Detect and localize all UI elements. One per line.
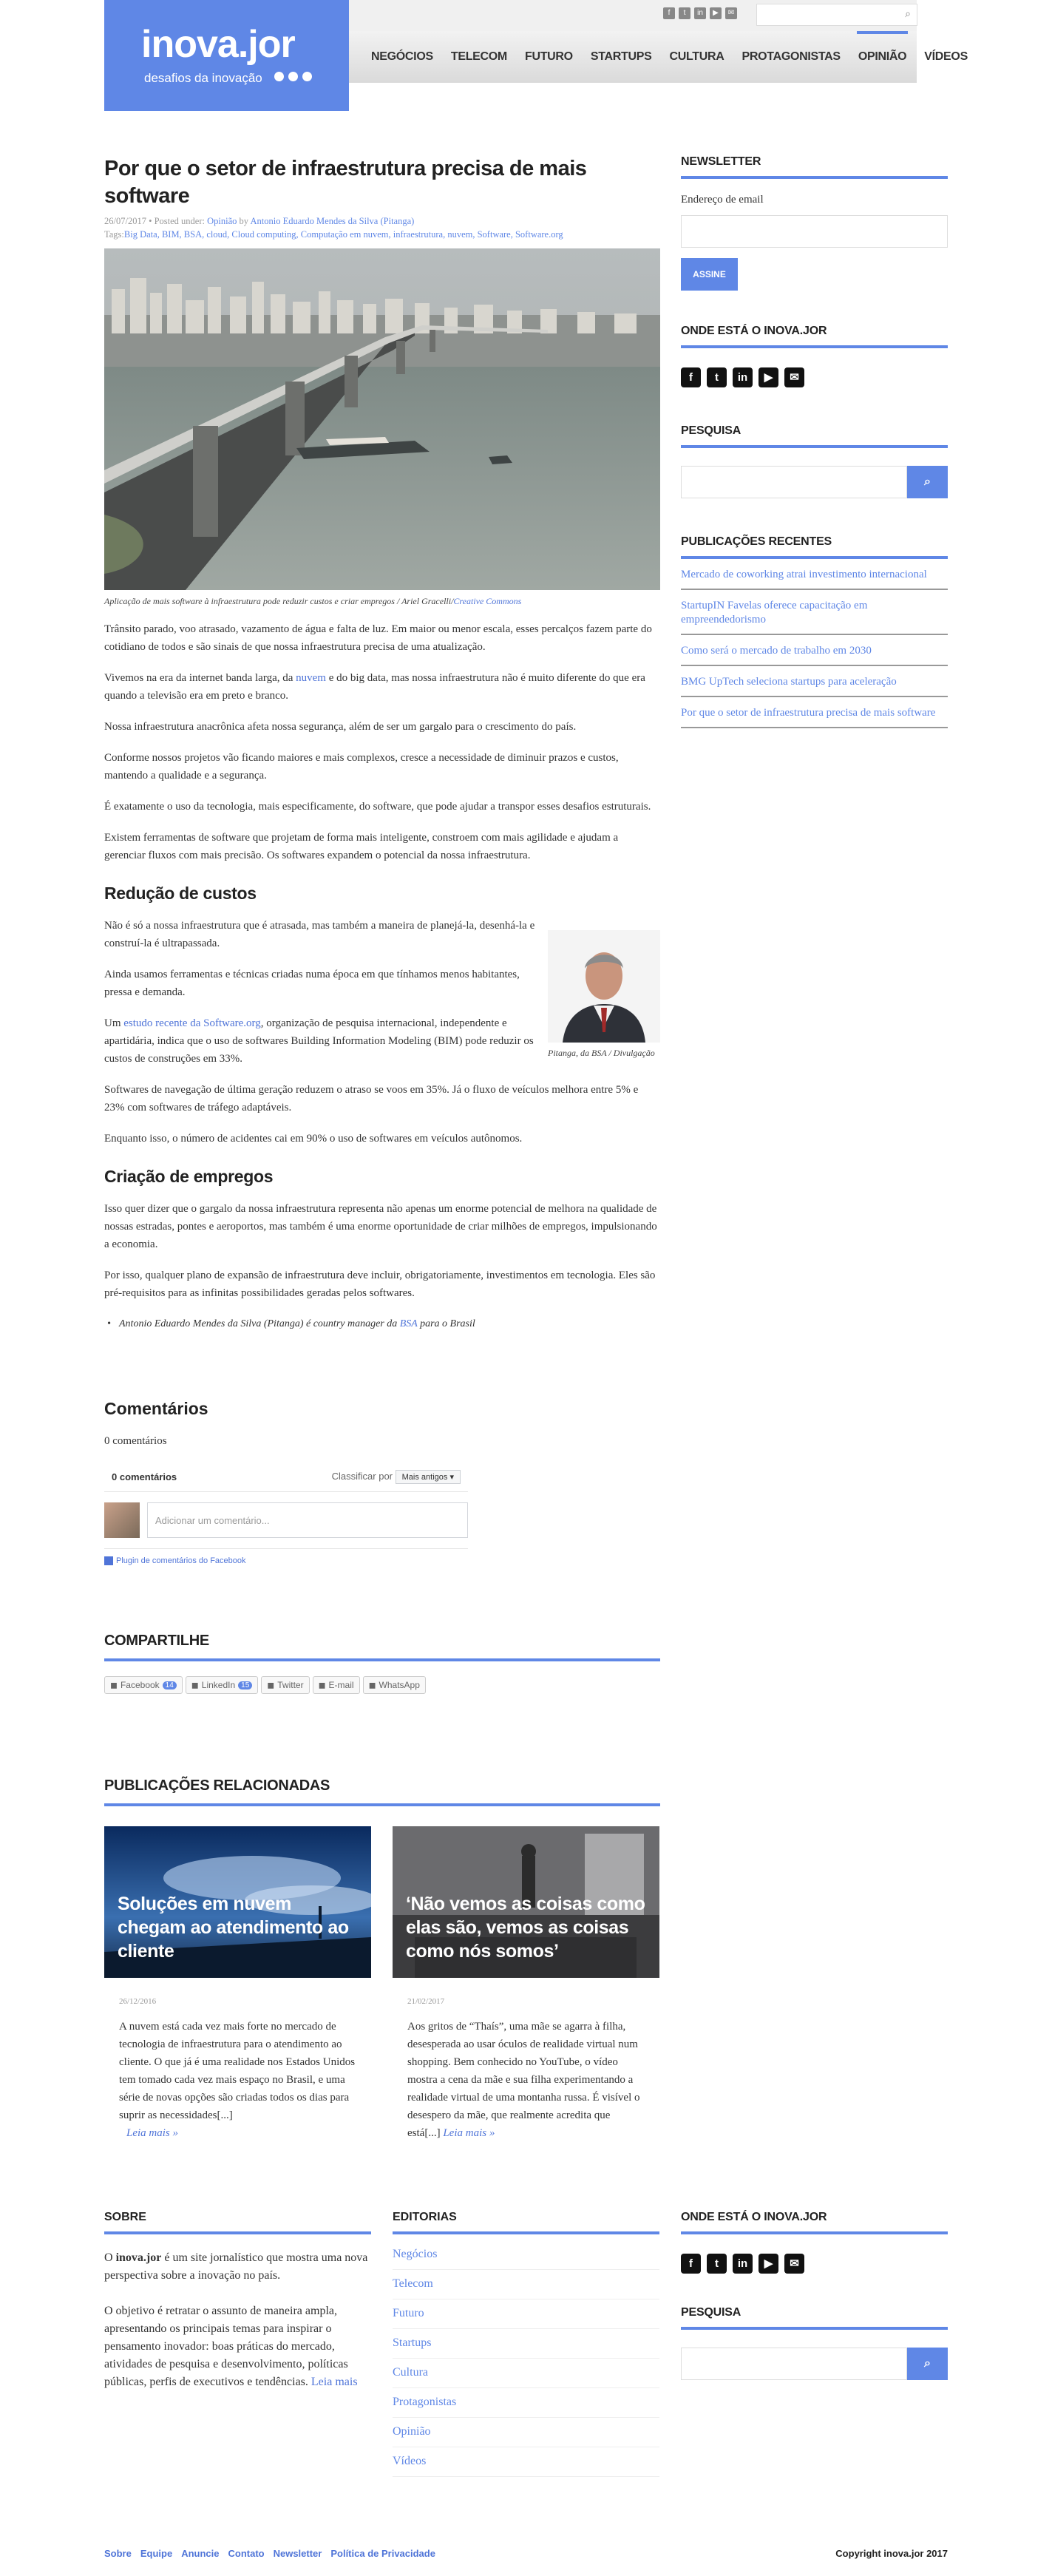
recent-post-link[interactable]: StartupIN Favelas oferece capacitação em empreendedorismo — [681, 590, 948, 635]
portrait-image — [548, 930, 660, 1043]
email-icon[interactable]: ✉ — [784, 367, 804, 387]
menu-item[interactable]: NEGÓCIOS — [371, 50, 433, 63]
sort-dropdown[interactable] — [396, 1470, 461, 1484]
logo-brand: inova.jor — [141, 23, 295, 66]
menu-item[interactable]: STARTUPS — [590, 50, 652, 63]
header-social-icons — [663, 7, 737, 19]
logo-tagline: desafios da inovação — [144, 71, 262, 85]
share-label: LinkedIn — [201, 1680, 236, 1690]
twitter-icon[interactable]: t — [679, 7, 690, 19]
about-heading: SOBRE — [104, 2211, 371, 2234]
posted-under-label: Posted under: — [154, 216, 205, 226]
share-icon: ◼ — [267, 1680, 275, 1690]
footer-search-heading: PESQUISA — [681, 2306, 948, 2330]
share-count: 15 — [238, 1681, 252, 1689]
footer-link[interactable]: Política de Privacidade — [330, 2548, 435, 2559]
about-paragraph — [104, 2249, 371, 2285]
text: Vivemos na era da internet banda larga, da — [104, 672, 296, 684]
comments-heading: Comentários — [104, 1399, 208, 1418]
footer-link[interactable]: Newsletter — [273, 2548, 322, 2559]
by-label: by — [239, 216, 249, 226]
caption-text: Aplicação de mais software à infraestrutura pode reduzir custos e criar empregos / Ariel Gracelli/ — [104, 596, 454, 606]
editoria-link[interactable]: Opinião — [393, 2418, 659, 2447]
bsa-link[interactable]: BSA — [399, 1318, 418, 1329]
paragraph: Ainda usamos ferramentas e técnicas criadas numa época em que tínhamos menos habitantes, pressa e demanda. — [104, 969, 520, 998]
footer-social-icons — [681, 2254, 948, 2274]
share-label: E-mail — [328, 1680, 354, 1690]
footer-bottom-bar — [104, 2548, 948, 2559]
recent-post-link[interactable]: BMG UpTech seleciona startups para aceleração — [681, 666, 948, 697]
hero-image-bridge — [104, 248, 660, 590]
about-brand: inova.jor — [115, 2251, 162, 2264]
sidebar-search — [681, 466, 948, 498]
paragraph — [104, 1014, 540, 1068]
facebook-comments-widget — [104, 1470, 468, 1565]
editoria-link[interactable]: Telecom — [393, 2270, 659, 2299]
facebook-icon[interactable]: f — [663, 7, 675, 19]
facebook-icon[interactable]: f — [681, 2254, 701, 2274]
related-image-sky[interactable] — [104, 1826, 371, 1978]
section-heading: Criação de empregos — [104, 1167, 274, 1186]
where-heading: ONDE ESTÁ O INOVA.JOR — [681, 325, 948, 348]
share-button[interactable] — [363, 1676, 426, 1694]
header-search-input[interactable] — [756, 4, 917, 26]
share-button[interactable] — [313, 1676, 360, 1694]
youtube-icon[interactable]: ▶ — [759, 2254, 778, 2274]
excerpt-text: Aos gritos de “Thaís”, uma mãe se agarra à filha, desesperada ao usar óculos de realidade virtual num shopping. Bem conhecido no YouTube, o vídeo mostra a cena da mãe e sua filha experimentando a realidade virtual de uma montanha russa. É visível o desespero da mãe, que realmente acredita que está[...] — [407, 2021, 640, 2139]
section-text — [104, 917, 540, 1068]
recent-posts — [681, 559, 948, 728]
article-title: Por que o setor de infraestrutura precisa de mais software — [104, 157, 587, 208]
sidebar-search-input[interactable] — [681, 466, 907, 498]
comments-count: 0 comentários — [104, 1435, 167, 1447]
search-icon[interactable]: ⌕ — [905, 9, 911, 20]
share-buttons — [104, 1676, 660, 1694]
footer-link[interactable]: Equipe — [140, 2548, 173, 2559]
avatar — [104, 1502, 140, 1538]
related-title[interactable]: Soluções em nuvem chegam ao atendimento ao cliente — [118, 1894, 349, 1962]
related-image-vr[interactable] — [393, 1826, 659, 1978]
editoria-link[interactable]: Cultura — [393, 2359, 659, 2388]
main-menu — [362, 31, 977, 83]
category-link[interactable]: Opinião — [207, 216, 237, 226]
share-count: 14 — [163, 1681, 177, 1689]
portrait-caption: Pitanga, da BSA / Divulgação — [548, 1048, 655, 1058]
email-icon[interactable]: ✉ — [725, 7, 737, 19]
fb-comment-count: 0 comentários — [112, 1471, 177, 1482]
share-heading: COMPARTILHE — [104, 1633, 660, 1661]
editoria-link[interactable]: Vídeos — [393, 2447, 659, 2477]
paragraph: Por isso, qualquer plano de expansão de infraestrutura deve incluir, obrigatoriamente, investimentos em tecnologia. Eles são pré-requisitos para as infinitas possibilidades geradas pelos softwares. — [104, 1270, 656, 1299]
section-with-portrait — [104, 917, 660, 1068]
read-more-link[interactable]: Leia mais » — [443, 2127, 495, 2139]
comment-input[interactable]: Adicionar um comentário... — [147, 1502, 468, 1538]
author-link[interactable]: Antonio Eduardo Mendes da Silva (Pitanga) — [250, 216, 415, 226]
subscribe-button[interactable]: ASSINE — [681, 258, 738, 291]
menu-item[interactable]: FUTURO — [524, 50, 573, 63]
paragraph: Enquanto isso, o número de acidentes cai em 90% o uso de softwares em veículos autônomos. — [104, 1133, 523, 1145]
copyright: Copyright inova.jor 2017 — [835, 2548, 948, 2559]
paragraph: Existem ferramentas de software que projetam de forma mais inteligente, constroem com mais agilidade e ajudam a gerenciar fluxos com mais precisão. Os softwares expandem o potencial da nossa infraestrutura. — [104, 832, 619, 861]
search-icon: ⌕ — [924, 2357, 931, 2370]
share-label: Twitter — [277, 1680, 304, 1690]
about-paragraph — [104, 2302, 371, 2391]
share-icon: ◼ — [368, 1680, 376, 1690]
footer-search-button[interactable] — [907, 2348, 948, 2380]
footer-right — [681, 2211, 948, 2380]
sidebar — [681, 155, 948, 728]
footer-link[interactable]: Sobre — [104, 2548, 132, 2559]
related-title[interactable]: ‘Não vemos as coisas como elas são, vemos as coisas como nós somos’ — [406, 1894, 645, 1962]
excerpt-text: A nuvem está cada vez mais forte no mercado de tecnologia de infraestrutura para o atendimento ao cliente. O que já é uma realidade nos Estados Unidos tem tomado cada vez mais espaço no Brasil, e uma série de novas opções são criadas todos os dias para suprir as necessidades[...] — [119, 2021, 356, 2121]
menu-item[interactable]: CULTURA — [669, 50, 724, 63]
article — [104, 155, 660, 1333]
footer-where-heading: ONDE ESTÁ O INOVA.JOR — [681, 2211, 948, 2234]
text: O — [104, 2251, 116, 2264]
footer-links — [104, 2548, 444, 2559]
related-section — [104, 1777, 660, 1806]
site-logo[interactable] — [104, 0, 349, 111]
paragraph: Softwares de navegação de última geração reduzem o atraso se voos em 35%. Já o fluxo de veículos melhora entre 5% e 23% com softwares de tráfego adaptáveis. — [104, 1084, 639, 1114]
text: , organização de pesquisa internacional, independente e apartidária, indica que o uso de softwares Building Information Modeling (BIM) pode reduzir os custos de construções em 33%. — [104, 1017, 534, 1065]
share-button[interactable] — [261, 1676, 309, 1694]
cloud-link[interactable]: nuvem — [296, 672, 326, 684]
about-read-more[interactable]: Leia mais — [310, 2376, 358, 2388]
search-heading: PESQUISA — [681, 424, 948, 448]
share-icon: ◼ — [110, 1680, 118, 1690]
comments-section — [104, 1399, 660, 1565]
hero-caption — [104, 596, 660, 607]
text: Antonio Eduardo Mendes da Silva (Pitanga) é country manager da — [119, 1318, 400, 1329]
linkedin-icon[interactable]: in — [694, 7, 706, 19]
paragraph: Não é só a nossa infraestrutura que é atrasada, mas também a maneira de planejá-la, desenhá-la e construí-la é ultrapassada. — [104, 920, 535, 949]
email-icon[interactable]: ✉ — [784, 2254, 804, 2274]
linkedin-icon[interactable]: in — [733, 2254, 753, 2274]
twitter-icon[interactable]: t — [707, 2254, 727, 2274]
menu-item[interactable]: TELECOM — [450, 50, 507, 63]
email-label: Endereço de email — [681, 194, 764, 206]
footer-link[interactable]: Anuncie — [181, 2548, 220, 2559]
menu-item[interactable]: OPINIÃO — [849, 31, 915, 83]
facebook-icon — [104, 1556, 113, 1565]
editorias-heading: EDITORIAS — [393, 2211, 659, 2234]
fb-plugin-text: Plugin de comentários do Facebook — [116, 1556, 246, 1565]
footer-editorias — [393, 2211, 659, 2477]
twitter-icon[interactable]: t — [707, 367, 727, 387]
paragraph — [104, 669, 660, 705]
related-card[interactable] — [104, 1826, 371, 2142]
recent-post-link[interactable]: Mercado de coworking atrai investimento internacional — [681, 559, 948, 590]
share-section — [104, 1633, 660, 1694]
editoria-link[interactable]: Protagonistas — [393, 2388, 659, 2418]
paragraph: É exatamente o uso da tecnologia, mais especificamente, do software, que pode ajudar a transpor esses desafios estruturais. — [104, 801, 651, 813]
recent-heading: PUBLICAÇÕES RECENTES — [681, 535, 948, 559]
share-icon: ◼ — [318, 1680, 326, 1690]
author-bio: • Antonio Eduardo Mendes da Silva (Pitanga) é country manager da BSA para o Brasil — [107, 1318, 475, 1329]
caption-license-link[interactable]: Creative Commons — [453, 596, 522, 606]
sort-value: Mais antigos — [401, 1473, 448, 1482]
related-excerpt — [407, 2018, 645, 2142]
youtube-icon[interactable]: ▶ — [710, 7, 722, 19]
text: O objetivo é retratar o assunto de maneira ampla, apresentando os principais temas para inspirar o pensamento inovador: boas práticas do mercado, atividades de pesquisa e desenvolvimento, políticas públicas, perfis de executivos e tendências. — [104, 2305, 348, 2388]
portrait-figure — [548, 930, 660, 1059]
search-icon: ⌕ — [924, 475, 931, 488]
facebook-icon[interactable]: f — [681, 367, 701, 387]
text: e do big data, mas nossa infraestrutura não é muito diferente do que era quando a televisão era em preto e branco. — [104, 672, 645, 702]
recent-post-link[interactable]: Por que o setor de infraestrutura precisa de mais software — [681, 697, 948, 728]
related-excerpt — [119, 2018, 356, 2142]
tags-label: Tags: — [104, 229, 124, 240]
editoria-link[interactable]: Startups — [393, 2329, 659, 2359]
email-field[interactable] — [681, 215, 948, 248]
chevron-down-icon: ▾ — [449, 1473, 454, 1482]
footer-about — [104, 2211, 371, 2391]
related-date: 26/12/2016 — [119, 1997, 157, 2006]
footer-link[interactable]: Contato — [228, 2548, 265, 2559]
editoria-link[interactable]: Negócios — [393, 2240, 659, 2270]
editorias-list — [393, 2240, 659, 2477]
text: Um — [104, 1017, 124, 1029]
share-icon: ◼ — [191, 1680, 199, 1690]
fb-plugin-link[interactable] — [104, 1548, 468, 1565]
linkedin-icon[interactable]: in — [733, 367, 753, 387]
share-label: Facebook — [120, 1680, 160, 1690]
article-date: 26/07/2017 — [104, 216, 146, 226]
related-card[interactable] — [393, 1826, 659, 2142]
sort-label: Classificar por — [331, 1471, 393, 1482]
footer-search — [681, 2348, 948, 2380]
related-date: 21/02/2017 — [407, 1997, 445, 2006]
share-button[interactable] — [104, 1676, 183, 1694]
footer-search-input[interactable] — [681, 2348, 907, 2380]
paragraph: Conforme nossos projetos vão ficando maiores e mais complexos, cresce a necessidade de diminuir prazos e custos, mantendo a qualidade e a segurança. — [104, 752, 619, 782]
youtube-icon[interactable]: ▶ — [759, 367, 778, 387]
tags-links[interactable]: Big Data, BIM, BSA, cloud, Cloud computing, Computação em nuvem, infraestrutura, nuvem, Software, Software.org — [123, 229, 563, 240]
recent-post-link[interactable]: Como será o mercado de trabalho em 2030 — [681, 635, 948, 666]
related-heading: PUBLICAÇÕES RELACIONADAS — [104, 1777, 660, 1806]
read-more-link[interactable]: Leia mais » — [126, 2127, 179, 2139]
menu-item[interactable]: PROTAGONISTAS — [742, 50, 841, 63]
text: é um site jornalístico que mostra uma nova perspectiva sobre a inovação no país. — [104, 2251, 368, 2282]
share-button[interactable] — [186, 1676, 258, 1694]
article-meta: 26/07/2017 • Posted under: Opinião by Antonio Eduardo Mendes da Silva (Pitanga) Tags:Big Data, BIM, BSA, cloud, Cloud computing, Computação em nuvem, infraestrutura, nuvem, Software, Software.org — [104, 216, 563, 240]
menu-item[interactable]: VÍDEOS — [924, 50, 968, 63]
logo-dots — [274, 72, 312, 81]
editoria-link[interactable]: Futuro — [393, 2299, 659, 2329]
share-label: WhatsApp — [379, 1680, 420, 1690]
search-button[interactable] — [907, 466, 948, 498]
text: para o Brasil — [417, 1318, 475, 1329]
paragraph: Trânsito parado, voo atrasado, vazamento de água e falta de luz. Em maior ou menor escala, esses percalços fazem parte do cotidiano de todos e são sinais de que nossa infraestrutura precisa de uma atualização. — [104, 623, 652, 653]
sidebar-social-icons — [681, 367, 948, 387]
section-heading: Redução de custos — [104, 884, 257, 903]
paragraph: Isso quer dizer que o gargalo da nossa infraestrutura representa não apenas um enorme potencial de melhora na qualidade de nossas estradas, pontes e aeroportos, mas também é uma enorme oportunidade de criar milhões de empregos, impulsionando a economia. — [104, 1203, 657, 1250]
study-link[interactable]: estudo recente da Software.org — [123, 1017, 261, 1029]
newsletter-heading: NEWSLETTER — [681, 155, 948, 179]
article-body — [104, 620, 660, 1333]
paragraph: Nossa infraestrutura anacrônica afeta nossa segurança, além de ser um gargalo para o crescimento do país. — [104, 721, 577, 733]
